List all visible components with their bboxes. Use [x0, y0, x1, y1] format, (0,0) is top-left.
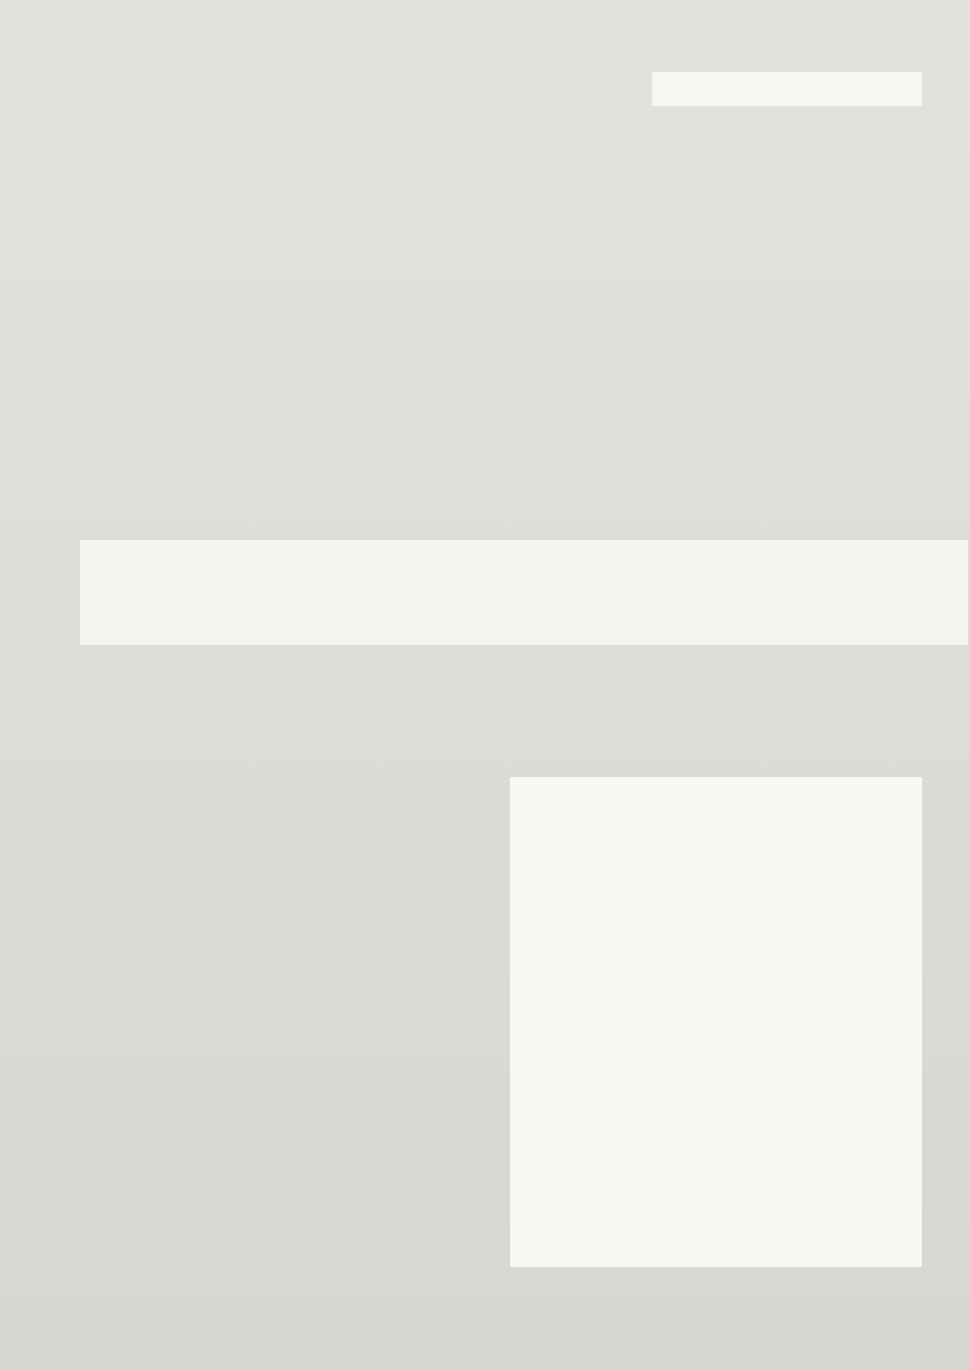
program-listing [510, 777, 922, 1267]
title-band [80, 540, 968, 645]
section-tag [652, 72, 922, 106]
